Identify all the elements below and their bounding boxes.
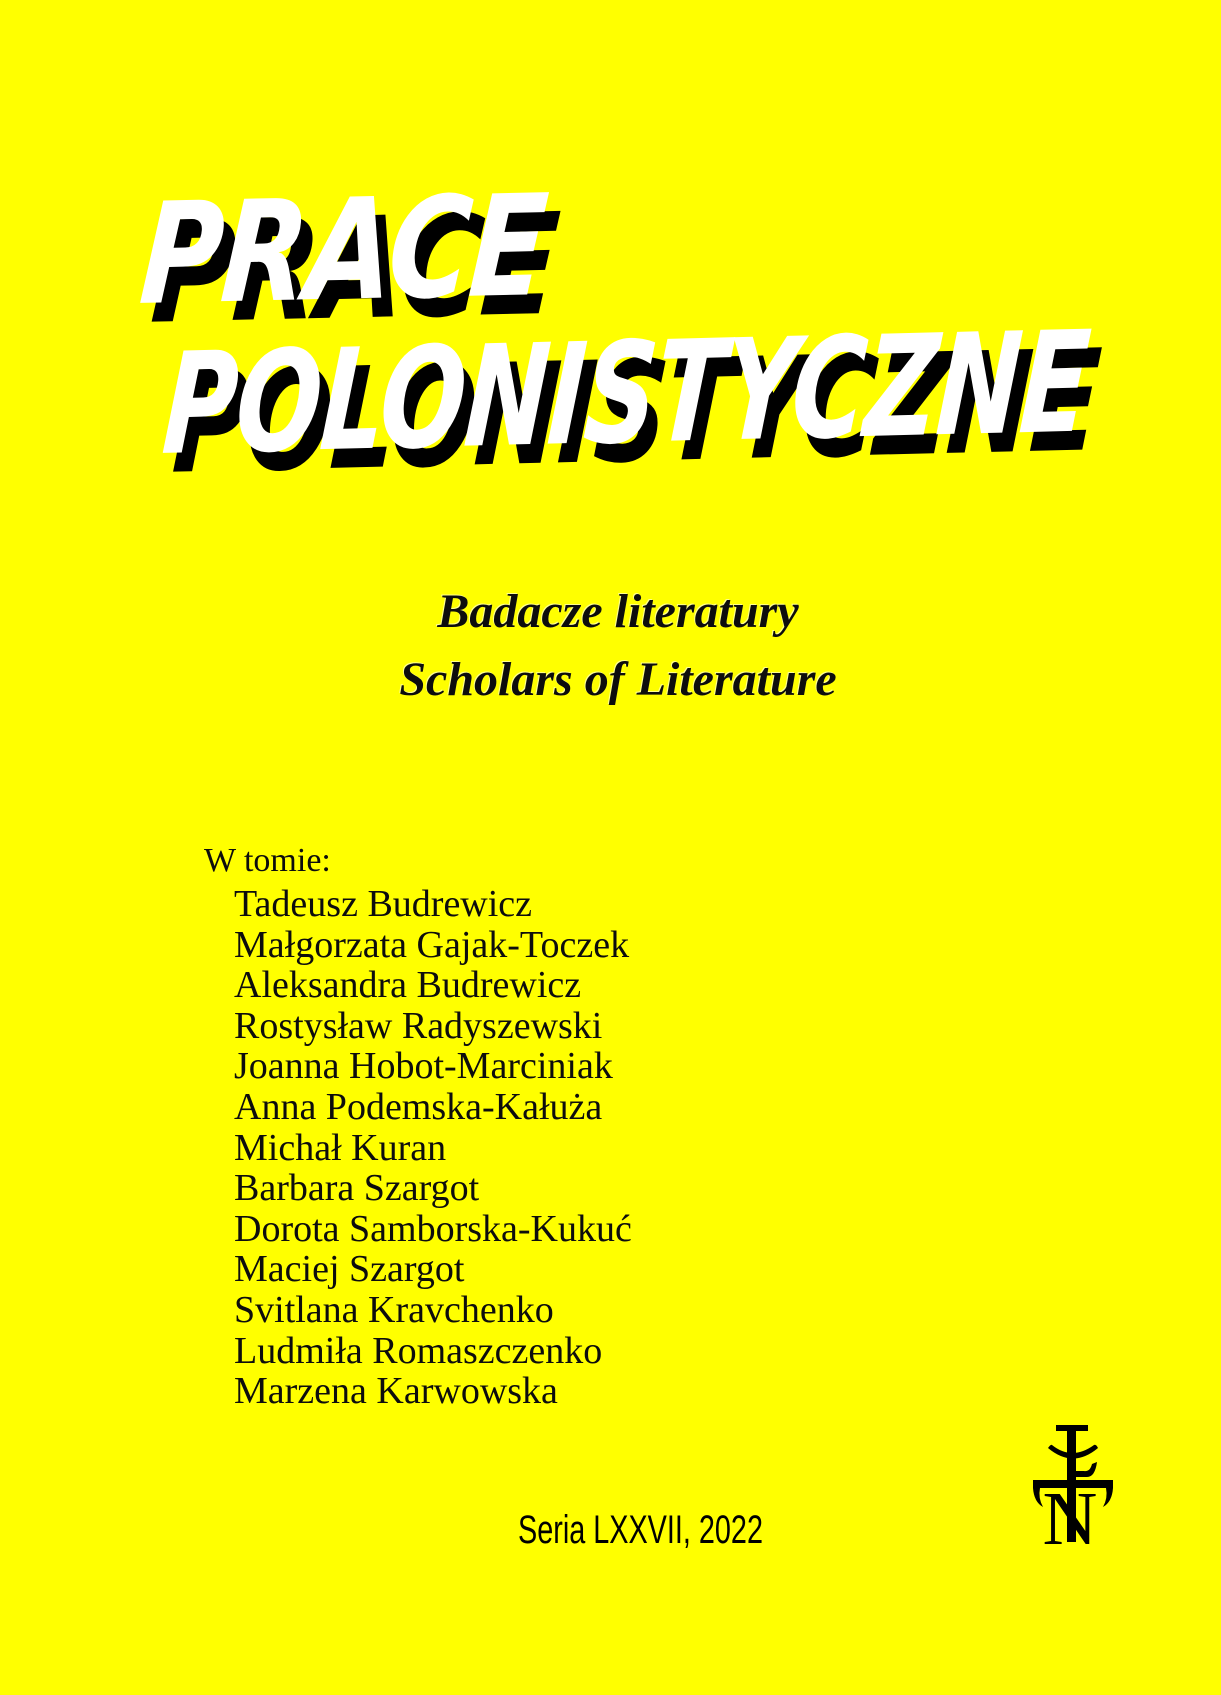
contributor-name: Anna Podemska-Kałuża bbox=[234, 1085, 603, 1128]
contributor-name: Barbara Szargot bbox=[234, 1167, 480, 1210]
contributor-name: Ludmiła Romaszczenko bbox=[234, 1329, 603, 1372]
contributor-name: Joanna Hobot-Marciniak bbox=[234, 1045, 613, 1088]
contributor-list bbox=[234, 884, 632, 1412]
contributor-name: Maciej Szargot bbox=[234, 1248, 465, 1291]
series-label: Seria LXXVII, 2022 bbox=[518, 1508, 763, 1552]
contributor-name: Dorota Samborska-Kukuć bbox=[234, 1207, 632, 1250]
contributor-name: Małgorzata Gajak-Toczek bbox=[234, 923, 630, 966]
subtitle-english: Scholars of Literature bbox=[399, 653, 837, 706]
journal-title-line-1: PRACE bbox=[135, 165, 552, 337]
contents-heading: W tomie: bbox=[204, 842, 331, 879]
journal-title-line-2: POLONISTYCZNE bbox=[158, 301, 1094, 487]
ltn-t-right-serif bbox=[1103, 1488, 1113, 1507]
publisher-logo-ltn-monogram-icon bbox=[1030, 1424, 1116, 1546]
contributor-name: Aleksandra Budrewicz bbox=[234, 964, 582, 1007]
contributor-name: Rostysław Radyszewski bbox=[234, 1004, 603, 1047]
ltn-n-letter: N bbox=[1042, 1477, 1098, 1546]
contributor-name: Tadeusz Budrewicz bbox=[234, 883, 533, 925]
subtitle-polish: Badacze literatury bbox=[437, 585, 799, 638]
contributor-name: Michał Kuran bbox=[234, 1126, 447, 1169]
ltn-t-left-serif bbox=[1033, 1488, 1043, 1507]
contributor-name: Marzena Karwowska bbox=[234, 1370, 558, 1413]
contributor-name: Svitlana Kravchenko bbox=[234, 1288, 554, 1331]
